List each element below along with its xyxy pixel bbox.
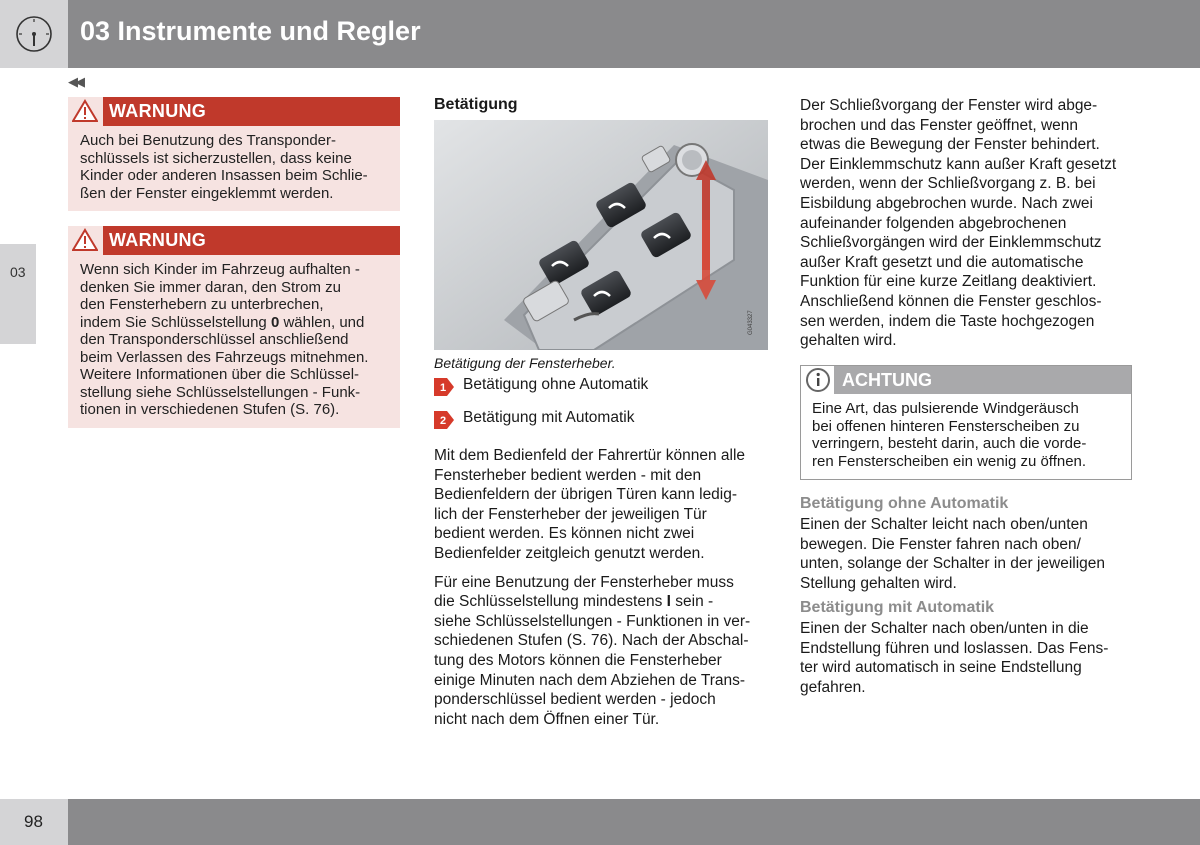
- subheading-automatic: Betätigung mit Automatik: [800, 599, 995, 616]
- page-title: 03 Instrumente und Regler: [80, 16, 421, 46]
- pinch-protection-section: [800, 96, 1140, 351]
- subheading-manual-text: Einen der Schalter leicht nach oben/unten bewegen. Die Fenster fahren nach oben/ unten, solange der Schalter in der jeweiligen Stellung gehalten wird.: [800, 516, 1106, 592]
- legend-badge-2-icon: [434, 411, 454, 429]
- figure-caption: Betätigung der Fensterheber.: [434, 355, 616, 371]
- warning-triangle-icon: [72, 228, 98, 252]
- subheading-manual: Betätigung ohne Automatik: [800, 495, 1009, 512]
- back-arrows-icon[interactable]: ◀◀: [68, 74, 82, 89]
- chapter-tab[interactable]: [0, 244, 36, 344]
- warning-box-2: [68, 226, 400, 428]
- legend-text: Betätigung ohne Automatik: [463, 376, 649, 393]
- achtung-label: ACHTUNG: [842, 370, 932, 390]
- chapter-tab-label: 03: [10, 264, 26, 280]
- svg-text:2: 2: [440, 415, 447, 427]
- achtung-box: [800, 365, 1132, 480]
- warning-box-1: [68, 97, 400, 211]
- page-footer: [0, 799, 1200, 845]
- gauge-icon: [14, 14, 54, 54]
- warning-triangle-icon: [72, 99, 98, 123]
- legend-list: [434, 374, 774, 440]
- header-icon-box: [0, 0, 68, 68]
- warning-label: WARNUNG: [109, 101, 207, 121]
- achtung-text: Eine Art, das pulsierende Windgeräusch bei offenen hinteren Fensterscheiben zu verringern, besteht darin, auch die vorde- ren Fensterscheiben ein wenig zu öffnen.: [812, 400, 1087, 470]
- warning-label: WARNUNG: [109, 230, 207, 250]
- warning-header: [68, 226, 400, 255]
- legend-badge-1-icon: [434, 378, 454, 396]
- info-icon: [805, 367, 831, 393]
- section-title: Betätigung: [434, 96, 518, 113]
- operation-section: [434, 96, 774, 729]
- warning-header: [68, 97, 400, 126]
- warning-text: Auch bei Benutzung des Transponder- schlüssels ist sicherzustellen, dass keine Kinder oder anderen Insassen beim Schlie- ßen der Fenster eingeklemmt werden.: [80, 132, 368, 202]
- page-number: 98: [24, 812, 43, 831]
- legend-item: [434, 407, 774, 440]
- subheading-automatic-text: Einen der Schalter nach oben/unten in die Endstellung führen und loslassen. Das Fens- ter wird automatisch in seine Endstellung gefahren.: [800, 620, 1109, 696]
- pinch-protection-paragraph: Der Schließvorgang der Fenster wird abge- brochen und das Fenster geöffnet, wenn etwas die Bewegung der Fenster behindert. Der Einklemmschutz kann außer Kraft gesetzt werden, wenn der Schließvorgang z. B. bei Eisbildung abgebrochen wurde. Nach zwei aufeinander folgenden abgebrochenen Schließvorgängen wird der Einklemmschutz außer Kraft gesetzt und die automatische Funktion für eine kurze Zeitlang deaktiviert. Anschließend können die Fenster geschlos- sen werden, indem die Taste hochgezogen gehalten wird.: [800, 97, 1117, 350]
- operation-paragraph-1: Mit dem Bedienfeld der Fahrertür können alle Fensterheber bedient werden - mit den Bedienfeldern der übrigen Türen kann ledig- lich der Fensterheber der jeweiligen Tür bedient werden. Es können nicht zwei Bedienfelder zeitgleich genutzt werden.: [434, 447, 746, 562]
- page-header: [0, 0, 1200, 68]
- warning-text: Wenn sich Kinder im Fahrzeug aufhalten - denken Sie immer daran, den Strom zu den Fensterhebern zu unterbrechen, indem Sie Schlüsselstellung 0 wählen, und den Transponderschlüssel anschließend beim Verlassen des Fahrzeugs mitnehmen. Weitere Informationen über die Schlüssel- stellung siehe Schlüsselstellungen - Funk- tionen in verschiedenen Stufen (S. 76).: [80, 261, 369, 418]
- window-switch-figure: [434, 120, 768, 350]
- legend-text: Betätigung mit Automatik: [463, 409, 635, 426]
- svg-text:1: 1: [440, 382, 447, 394]
- legend-item: [434, 374, 774, 407]
- figure-code: G043327: [748, 310, 754, 335]
- operation-paragraph-2: Für eine Benutzung der Fensterheber muss die Schlüsselstellung mindestens I sein - siehe Schlüsselstellungen - Funktionen in ver- schiedenen Stufen (S. 76). Nach der Abschal- tung des Motors können die Fensterheber einige Minuten nach dem Abziehen de Trans- ponderschlüssel bedient werden - jedoch nicht nach dem Öffnen einer Tür.: [434, 573, 751, 728]
- achtung-header: [801, 366, 1131, 394]
- window-switch-panel-illustration: [434, 120, 768, 350]
